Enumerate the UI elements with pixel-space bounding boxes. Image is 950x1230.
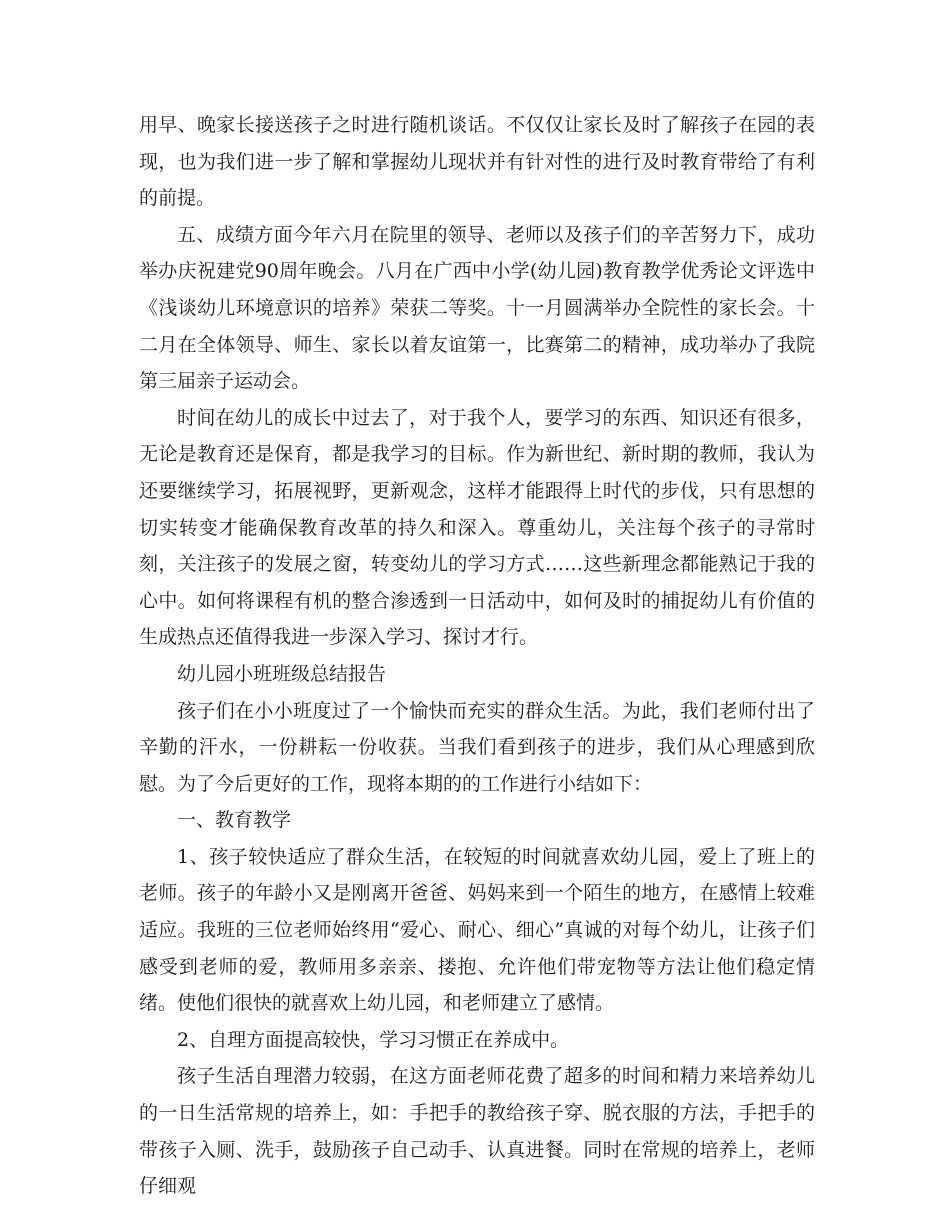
paragraph: 五、成绩方面今年六月在院里的领导、老师以及孩子们的辛苦努力下，成功举办庆祝建党90周年晚会。八月在广西中小学(幼儿园)教育教学优秀论文评选中《浅谈幼儿环境意识的培养》荣获二等奖。十一月圆满举办全院性的家长会。十二月在全体领导、师生、家长以着友谊第一，比赛第二的精神，成功举办了我院第三届亲子运动会。 — [139, 223, 815, 393]
document-page — [139, 107, 815, 1205]
paragraph: 孩子们在小小班度过了一个愉快而充实的群众生活。为此，我们老师付出了辛勤的汗水，一份耕耘一份收获。当我们看到孩子的进步，我们从心理感到欣慰。为了今后更好的工作，现将本期的的工作进行小结如下： — [139, 699, 815, 795]
paragraph: 1、孩子较快适应了群众生活，在较短的时间就喜欢幼儿园，爱上了班上的老师。孩子的年龄小又是刚离开爸爸、妈妈来到一个陌生的地方，在感情上较难适应。我班的三位老师始终用“爱心、耐心、细心”真诚的对每个幼儿，让孩子们感受到老师的爱，教师用多亲亲、搂抱、允许他们带宠物等方法让他们稳定情绪。使他们很快的就喜欢上幼儿园，和老师建立了感情。 — [139, 845, 815, 1015]
paragraph: 用早、晚家长接送孩子之时进行随机谈话。不仅仅让家长及时了解孩子在园的表现，也为我们进一步了解和掌握幼儿现状并有针对性的进行及时教育带给了有利的前提。 — [139, 114, 815, 210]
paragraph: 时间在幼儿的成长中过去了，对于我个人，要学习的东西、知识还有很多，无论是教育还是保育，都是我学习的目标。作为新世纪、新时期的教师，我认为还要继续学习，拓展视野，更新观念，这样才能跟得上时代的步伐，只有思想的切实转变才能确保教育改革的持久和深入。尊重幼儿，关注每个孩子的寻常时刻，关注孩子的发展之窗，转变幼儿的学习方式……这些新理念都能熟记于我的心中。如何将课程有机的整合渗透到一日活动中，如何及时的捕捉幼儿有价值的生成热点还值得我进一步深入学习、探讨才行。 — [139, 406, 815, 649]
section-heading: 幼儿园小班班级总结报告 — [177, 662, 387, 685]
paragraph: 孩子生活自理潜力较弱，在这方面老师花费了超多的时间和精力来培养幼儿的一日生活常规的培养上，如：手把手的教给孩子穿、脱衣服的方法，手把手的带孩子入厕、洗手，鼓励孩子自己动手、认真进餐。同时在常规的培养上，老师仔细观 — [139, 1065, 815, 1198]
paragraph: 2、自理方面提高较快，学习习惯正在养成中。 — [177, 1028, 570, 1051]
section-heading: 一、教育教学 — [177, 809, 292, 832]
